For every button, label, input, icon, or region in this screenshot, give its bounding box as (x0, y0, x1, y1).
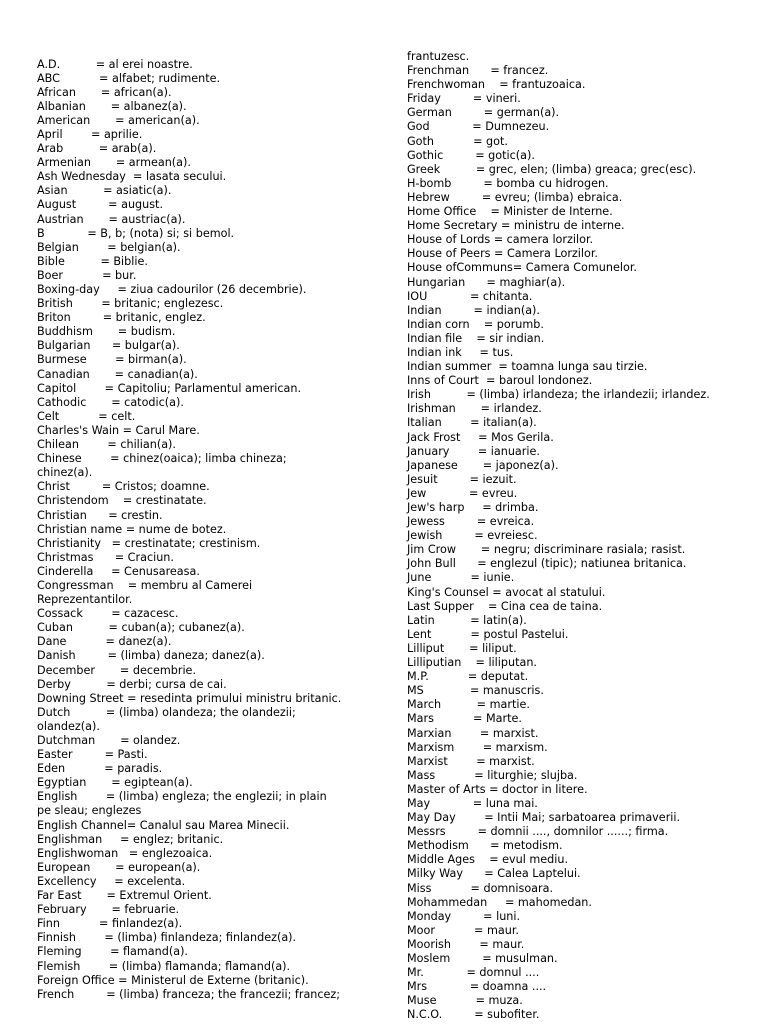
dictionary-line: B = B, b; (nota) si; si bemol. (37, 226, 235, 240)
dictionary-line: Messrs = domnii ...., domnilor ......; firma. (407, 825, 669, 839)
dictionary-line: March = martie. (407, 698, 530, 712)
dictionary-line: Indian summer = toamna lunga sau tirzie. (407, 360, 648, 374)
dictionary-line: Christian = crestin. (37, 508, 163, 522)
dictionary-line: Cossack = cazacesc. (37, 607, 179, 621)
dictionary-line: Finnish = (limba) finlandeza; finlandez(a). (37, 931, 297, 945)
dictionary-line: Asian = asiatic(a). (37, 184, 172, 198)
dictionary-line: German = german(a). (407, 106, 560, 120)
dictionary-line: Jewess = evreica. (407, 515, 535, 529)
dictionary-line: African = african(a). (37, 85, 172, 99)
dictionary-line: Last Supper = Cina cea de taina. (407, 599, 603, 613)
dictionary-line: Christ = Cristos; doamne. (37, 480, 210, 494)
dictionary-line: Hungarian = maghiar(a). (407, 275, 566, 289)
dictionary-line: January = ianuarie. (407, 444, 540, 458)
dictionary-line: Irishman = irlandez. (407, 402, 542, 416)
dictionary-line: Jew's harp = drimba. (407, 501, 539, 514)
dictionary-line: Boxing-day = ziua cadourilor (26 decembrie). (37, 283, 307, 296)
dictionary-line: Frenchwoman = frantuzoaica. (407, 78, 586, 92)
dictionary-line: Derby = derbi; cursa de cai. (37, 677, 227, 691)
dictionary-line: King's Counsel = avocat al statului. (407, 585, 606, 599)
dictionary-line: MS = manuscris. (407, 684, 544, 698)
dictionary-line: Ash Wednesday = lasata secului. (37, 170, 227, 184)
dictionary-line: Easter = Pasti. (37, 748, 148, 762)
dictionary-line: April = aprilie. (37, 127, 143, 141)
dictionary-line: December = decembrie. (37, 663, 197, 677)
dictionary-line: Downing Street = resedinta primului ministru britanic. (37, 691, 342, 705)
dictionary-line: Belgian = belgian(a). (37, 240, 181, 254)
dictionary-line: Egyptian = egiptean(a). (37, 776, 193, 790)
dictionary-line: Chinese = chinez(oaica); limba chineza; (37, 452, 287, 466)
dictionary-line: Arab = arab(a). (37, 142, 157, 156)
dictionary-line: House of Peers = Camera Lorzilor. (407, 247, 598, 261)
dictionary-line: Austrian = austriac(a). (37, 212, 186, 226)
dictionary-line: olandez(a). (37, 719, 100, 733)
dictionary-line: Bible = Biblie. (37, 254, 148, 268)
dictionary-line: frantuzesc. (407, 50, 470, 63)
dictionary-line: Mass = liturghie; slujba. (407, 768, 578, 782)
dictionary-line: Irish = (limba) irlandeza; the irlandezii; irlandez. (407, 388, 710, 402)
dictionary-line: Indian file = sir indian. (407, 331, 545, 345)
dictionary-line: Miss = domnisoara. (407, 881, 554, 895)
dictionary-line: Indian = indian(a). (407, 303, 540, 317)
dictionary-line: Dane = danez(a). (37, 635, 172, 649)
dictionary-line: M.P. = deputat. (407, 670, 529, 684)
dictionary-line: Dutchman = olandez. (37, 734, 181, 747)
dictionary-line: August = august. (37, 198, 163, 212)
dictionary-line: Celt = celt. (37, 409, 136, 423)
right-column (407, 50, 765, 1022)
dictionary-line: Englishwoman = englezoaica. (37, 846, 213, 860)
dictionary-line: Jewish = evreiesc. (407, 529, 538, 543)
dictionary-line: Japanese = japonez(a). (407, 458, 559, 472)
dictionary-line: Inns of Court = baroul londonez. (407, 374, 593, 388)
dictionary-line: Foreign Office = Ministerul de Externe (britanic). (37, 973, 309, 987)
dictionary-line: Frenchman = francez. (407, 64, 549, 78)
dictionary-line: Moor = maur. (407, 923, 519, 937)
dictionary-line: Christianity = crestinatate; crestinism. (37, 536, 261, 550)
dictionary-line: Finn = finlandez(a). (37, 917, 183, 931)
dictionary-line: Christendom = crestinatate. (37, 494, 207, 508)
dictionary-line: Indian ink = tus. (407, 345, 514, 359)
dictionary-line: Cathodic = catodic(a). (37, 395, 184, 409)
dictionary-line: N.C.O. = subofiter. (407, 1008, 540, 1022)
dictionary-line: Albanian = albanez(a). (37, 99, 187, 113)
dictionary-line: June = iunie. (407, 571, 515, 585)
dictionary-line: February = februarie. (37, 903, 180, 917)
dictionary-line: Charles's Wain = Carul Mare. (37, 423, 200, 437)
dictionary-line: John Bull = englezul (tipic); natiunea britanica. (407, 557, 687, 571)
dictionary-line: Home Secretary = ministru de interne. (407, 219, 625, 233)
dictionary-line: IOU = chitanta. (407, 289, 533, 303)
left-column (37, 58, 397, 1002)
dictionary-line: Congressman = membru al Camerei (37, 578, 253, 592)
dictionary-line: Eden = paradis. (37, 762, 163, 776)
dictionary-line: Jesuit = iezuit. (407, 472, 517, 486)
dictionary-line: Flemish = (limba) flamanda; flamand(a). (37, 959, 291, 973)
dictionary-line: Mars = Marte. (407, 712, 522, 726)
dictionary-line: Danish = (limba) daneza; danez(a). (37, 649, 265, 663)
dictionary-line: House of Lords = camera lorzilor. (407, 233, 594, 247)
dictionary-line: Jew = evreu. (407, 486, 518, 500)
dictionary-line: Methodism = metodism. (407, 839, 563, 853)
dictionary-line: Moslem = musulman. (407, 952, 558, 965)
dictionary-line: Armenian = armean(a). (37, 156, 191, 170)
dictionary-line: Christmas = Craciun. (37, 550, 174, 564)
dictionary-line: Jim Crow = negru; discriminare rasiala; rasist. (407, 543, 686, 557)
dictionary-line: ABC = alfabet; rudimente. (37, 71, 221, 85)
dictionary-line: Mohammedan = mahomedan. (407, 895, 592, 909)
dictionary-line: May Day = Intii Mai; sarbatoarea primaverii. (407, 811, 681, 825)
dictionary-line: French = (limba) franceza; the francezii; francez; (37, 987, 341, 1001)
dictionary-line: Goth = got. (407, 134, 508, 148)
dictionary-line: Englishman = englez; britanic. (37, 832, 224, 846)
dictionary-line: A.D. = al erei noastre. (37, 57, 193, 71)
dictionary-line: Boer = bur. (37, 268, 137, 282)
dictionary-line: Friday = vineri. (407, 92, 521, 106)
dictionary-line: British = britanic; englezesc. (37, 297, 224, 311)
dictionary-line: Chilean = chilian(a). (37, 438, 176, 452)
dictionary-line: House ofCommuns= Camera Comunelor. (407, 261, 637, 275)
dictionary-line: chinez(a). (37, 466, 93, 480)
dictionary-line: Milky Way = Calea Laptelui. (407, 867, 581, 881)
dictionary-line: European = european(a). (37, 860, 201, 874)
dictionary-line: Latin = latin(a). (407, 613, 527, 627)
dictionary-line: Christian name = nume de botez. (37, 522, 227, 536)
dictionary-line: Cinderella = Cenusareasa. (37, 564, 200, 578)
dictionary-line: Cuban = cuban(a); cubanez(a). (37, 621, 245, 635)
dictionary-line: Master of Arts = doctor in litere. (407, 782, 588, 796)
dictionary-line: Jack Frost = Mos Gerila. (407, 430, 554, 444)
dictionary-line: Marxian = marxist. (407, 726, 539, 740)
dictionary-line: Marxism = marxism. (407, 740, 548, 754)
dictionary-line: Indian corn = porumb. (407, 317, 544, 331)
dictionary-line: Lilliputian = liliputan. (407, 656, 537, 670)
dictionary-line: pe sleau; englezes (37, 804, 142, 818)
dictionary-line: Marxist = marxist. (407, 754, 535, 768)
dictionary-line: Monday = luni. (407, 909, 521, 923)
dictionary-line: English Channel= Canalul sau Marea Minecii. (37, 818, 290, 832)
dictionary-line: Excellency = excelenta. (37, 874, 186, 888)
dictionary-line: English = (limba) engleza; the englezii; in plain (37, 790, 327, 804)
dictionary-line: Mr. = domnul .... (407, 966, 540, 980)
dictionary-line: H-bomb = bomba cu hidrogen. (407, 176, 609, 190)
dictionary-line: Home Office = Minister de Interne. (407, 205, 613, 219)
dictionary-line: Buddhism = budism. (37, 325, 176, 339)
dictionary-line: Lilliput = liliput. (407, 641, 517, 655)
dictionary-line: Dutch = (limba) olandeza; the olandezii; (37, 705, 296, 719)
dictionary-line: Moorish = maur. (407, 937, 525, 951)
dictionary-line: Canadian = canadian(a). (37, 367, 198, 381)
dictionary-line: Italian = italian(a). (407, 416, 537, 430)
dictionary-line: Far East = Extremul Orient. (37, 889, 212, 903)
dictionary-line: God = Dumnezeu. (407, 120, 550, 134)
dictionary-line: May = luna mai. (407, 796, 538, 810)
dictionary-line: Capitol = Capitoliu; Parlamentul american. (37, 381, 302, 395)
dictionary-line: Gothic = gotic(a). (407, 148, 535, 162)
dictionary-line: Reprezentantilor. (37, 593, 133, 607)
dictionary-line: Burmese = birman(a). (37, 353, 187, 367)
dictionary-line: Hebrew = evreu; (limba) ebraica. (407, 190, 623, 204)
dictionary-line: Briton = britanic, englez. (37, 311, 206, 325)
dictionary-line: Mrs = doamna .... (407, 980, 547, 994)
dictionary-line: American = american(a). (37, 113, 200, 127)
dictionary-line: Muse = muza. (407, 994, 523, 1008)
dictionary-line: Bulgarian = bulgar(a). (37, 339, 180, 353)
dictionary-line: Middle Ages = evul mediu. (407, 853, 569, 867)
dictionary-line: Lent = postul Pastelui. (407, 627, 569, 641)
dictionary-line: Greek = grec, elen; (limba) greaca; grec(esc). (407, 162, 697, 176)
dictionary-line: Fleming = flamand(a). (37, 945, 188, 959)
